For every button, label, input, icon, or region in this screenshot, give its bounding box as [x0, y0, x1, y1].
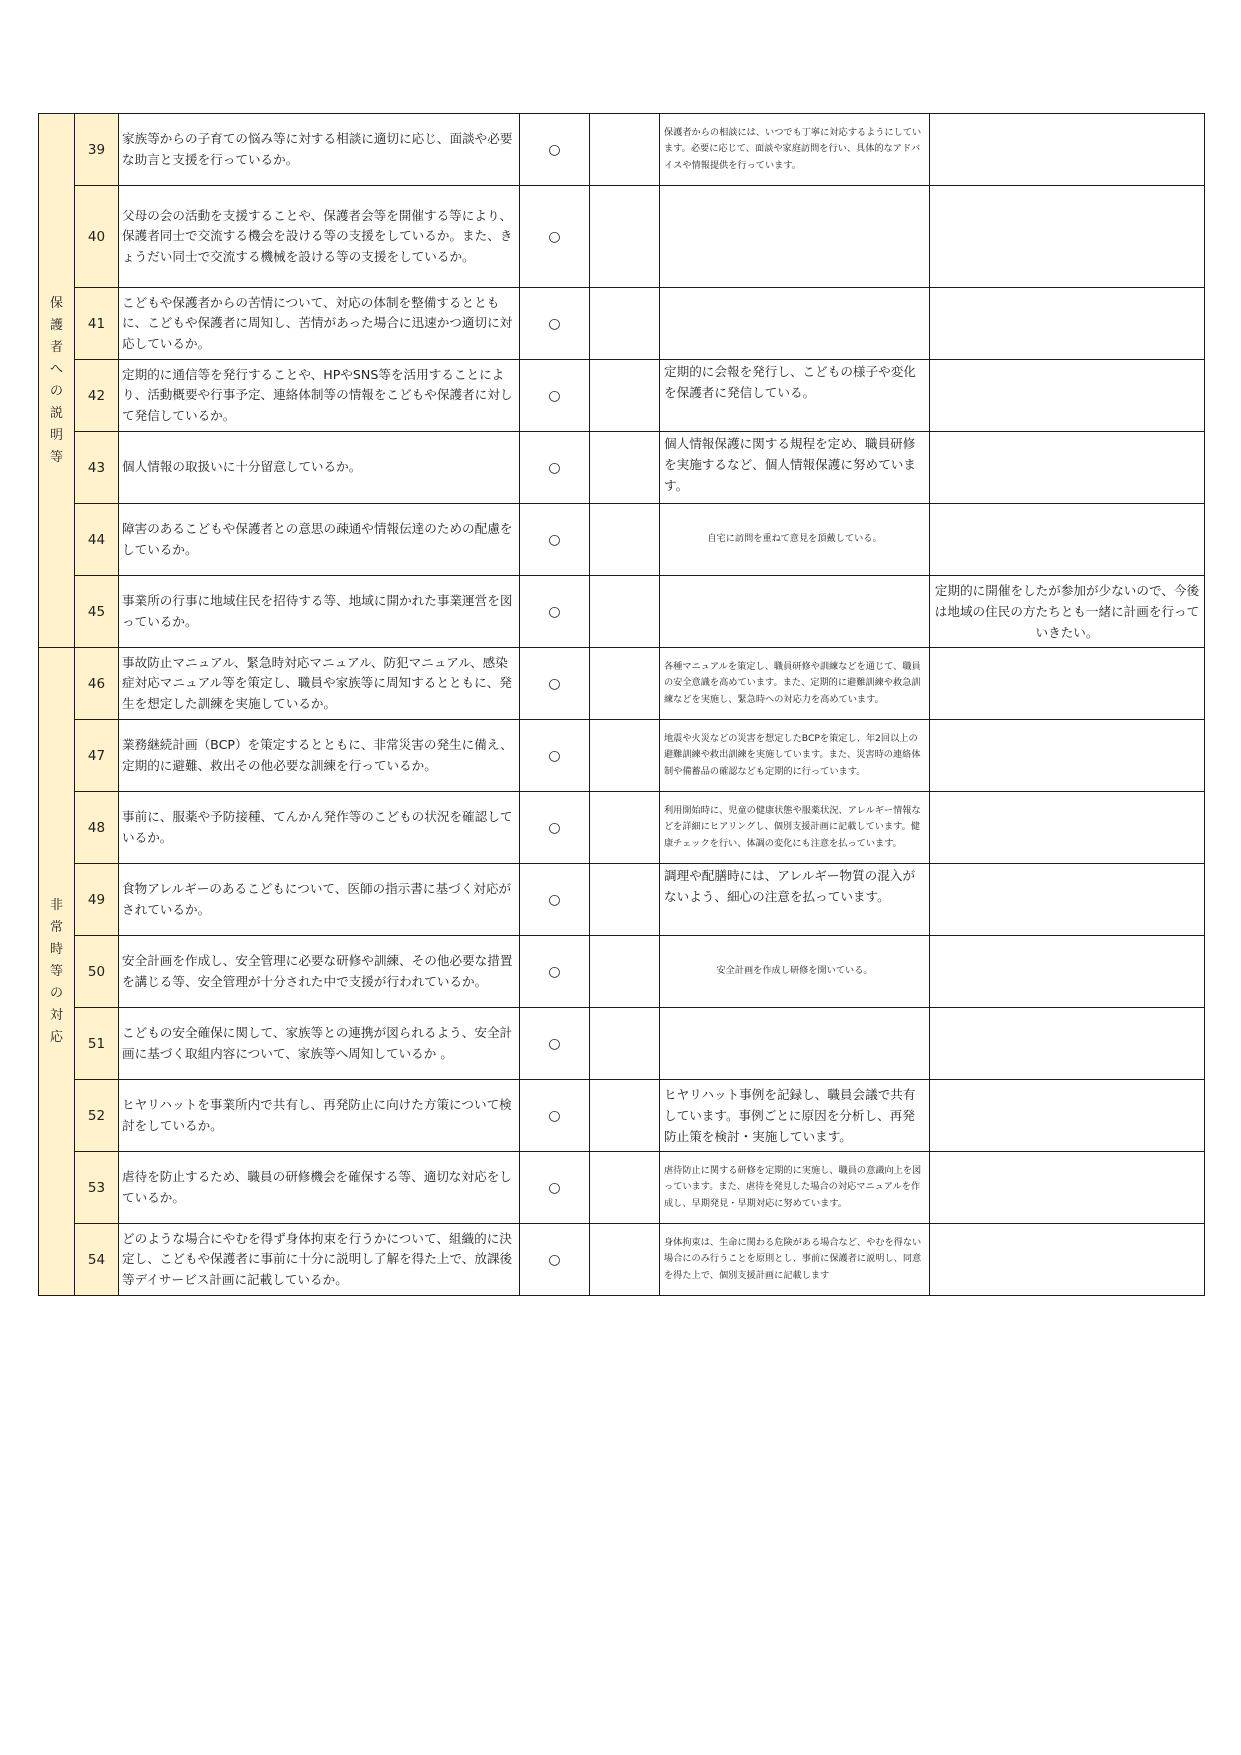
item-number: 42 — [75, 360, 119, 432]
table-row — [39, 576, 1205, 648]
initiative-note — [660, 576, 930, 648]
question-text: 事前に、服薬や予防接種、てんかん発作等のこどもの状況を確認しているか。 — [119, 792, 520, 864]
improvement-note — [930, 1008, 1205, 1080]
initiative-note: 安全計画を作成し研修を開いている。 — [660, 936, 930, 1008]
improvement-note — [930, 1080, 1205, 1152]
table-row — [39, 720, 1205, 792]
yes-mark: ○ — [520, 114, 590, 186]
improvement-note — [930, 720, 1205, 792]
no-mark — [590, 114, 660, 186]
question-text: 個人情報の取扱いに十分留意しているか。 — [119, 432, 520, 504]
no-mark — [590, 792, 660, 864]
item-number: 39 — [75, 114, 119, 186]
table-row — [39, 1080, 1205, 1152]
yes-mark: ○ — [520, 1152, 590, 1224]
table-row — [39, 1152, 1205, 1224]
table-row — [39, 432, 1205, 504]
yes-mark: ○ — [520, 648, 590, 720]
yes-mark: ○ — [520, 1080, 590, 1152]
yes-mark: ○ — [520, 864, 590, 936]
yes-mark: ○ — [520, 1008, 590, 1080]
item-number: 50 — [75, 936, 119, 1008]
question-text: 事故防止マニュアル、緊急時対応マニュアル、防犯マニュアル、感染症対応マニュアル等を策定し、職員や家族等に周知するとともに、発生を想定した訓練を実施しているか。 — [119, 648, 520, 720]
table-row — [39, 792, 1205, 864]
improvement-note — [930, 648, 1205, 720]
table-row — [39, 648, 1205, 720]
improvement-note — [930, 792, 1205, 864]
question-text: 定期的に通信等を発行することや、HPやSNS等を活用することにより、活動概要や行事予定、連絡体制等の情報をこどもや保護者に対して発信しているか。 — [119, 360, 520, 432]
item-number: 41 — [75, 288, 119, 360]
question-text: ヒヤリハットを事業所内で共有し、再発防止に向けた方策について検討をしているか。 — [119, 1080, 520, 1152]
improvement-note — [930, 504, 1205, 576]
table-row — [39, 504, 1205, 576]
initiative-note: 定期的に会報を発行し、こどもの様子や変化を保護者に発信している。 — [660, 360, 930, 432]
question-text: 障害のあるこどもや保護者との意思の疎通や情報伝達のための配慮をしているか。 — [119, 504, 520, 576]
item-number: 51 — [75, 1008, 119, 1080]
question-text: 安全計画を作成し、安全管理に必要な研修や訓練、その他必要な措置を講じる等、安全管理が十分された中で支援が行われているか。 — [119, 936, 520, 1008]
question-text: こどもや保護者からの苦情について、対応の体制を整備するとともに、こどもや保護者に周知し、苦情があった場合に迅速かつ適切に対応しているか。 — [119, 288, 520, 360]
item-number: 45 — [75, 576, 119, 648]
initiative-note: 利用開始時に、児童の健康状態や服薬状況、アレルギー情報などを詳細にヒアリングし、個別支援計画に記載しています。健康チェックを行い、体調の変化にも注意を払っています。 — [660, 792, 930, 864]
yes-mark: ○ — [520, 432, 590, 504]
item-number: 49 — [75, 864, 119, 936]
yes-mark: ○ — [520, 360, 590, 432]
no-mark — [590, 1080, 660, 1152]
yes-mark: ○ — [520, 576, 590, 648]
table-row — [39, 360, 1205, 432]
initiative-note: 調理や配膳時には、アレルギー物質の混入がないよう、細心の注意を払っています。 — [660, 864, 930, 936]
question-text: 業務継続計画（BCP）を策定するとともに、非常災害の発生に備え、定期的に避難、救出その他必要な訓練を行っているか。 — [119, 720, 520, 792]
yes-mark: ○ — [520, 792, 590, 864]
item-number: 53 — [75, 1152, 119, 1224]
item-number: 46 — [75, 648, 119, 720]
no-mark — [590, 1224, 660, 1296]
improvement-note — [930, 432, 1205, 504]
table-row — [39, 114, 1205, 186]
section-label: 保護者への説明等 — [39, 114, 75, 648]
improvement-note: 定期的に開催をしたが参加が少ないので、今後は地域の住民の方たちとも一緒に計画を行っていきたい。 — [930, 576, 1205, 648]
initiative-note: 個人情報保護に関する規程を定め、職員研修を実施するなど、個人情報保護に努めています。 — [660, 432, 930, 504]
initiative-note: 地震や火災などの災害を想定したBCPを策定し、年2回以上の避難訓練や救出訓練を実施しています。また、災害時の連絡体制や備蓄品の確認なども定期的に行っています。 — [660, 720, 930, 792]
initiative-note: ヒヤリハット事例を記録し、職員会議で共有しています。事例ごとに原因を分析し、再発防止策を検討・実施しています。 — [660, 1080, 930, 1152]
yes-mark: ○ — [520, 186, 590, 288]
item-number: 54 — [75, 1224, 119, 1296]
improvement-note — [930, 1224, 1205, 1296]
yes-mark: ○ — [520, 720, 590, 792]
table-row — [39, 864, 1205, 936]
initiative-note: 自宅に訪問を重ねて意見を頂戴している。 — [660, 504, 930, 576]
improvement-note — [930, 360, 1205, 432]
no-mark — [590, 288, 660, 360]
yes-mark: ○ — [520, 288, 590, 360]
initiative-note — [660, 288, 930, 360]
item-number: 40 — [75, 186, 119, 288]
no-mark — [590, 576, 660, 648]
item-number: 52 — [75, 1080, 119, 1152]
no-mark — [590, 360, 660, 432]
no-mark — [590, 186, 660, 288]
item-number: 47 — [75, 720, 119, 792]
initiative-note: 身体拘束は、生命に関わる危険がある場合など、やむを得ない場合にのみ行うことを原則とし、事前に保護者に説明し、同意を得た上で、個別支援計画に記載します — [660, 1224, 930, 1296]
no-mark — [590, 648, 660, 720]
no-mark — [590, 864, 660, 936]
initiative-note: 保護者からの相談には、いつでも丁寧に対応するようにしています。必要に応じて、面談や家庭訪問を行い、具体的なアドバイスや情報提供を行っています。 — [660, 114, 930, 186]
no-mark — [590, 432, 660, 504]
no-mark — [590, 720, 660, 792]
improvement-note — [930, 936, 1205, 1008]
question-text: こどもの安全確保に関して、家族等との連携が図られるよう、安全計画に基づく取組内容について、家族等へ周知しているか 。 — [119, 1008, 520, 1080]
question-text: 事業所の行事に地域住民を招待する等、地域に開かれた事業運営を図っているか。 — [119, 576, 520, 648]
item-number: 48 — [75, 792, 119, 864]
table-row — [39, 1008, 1205, 1080]
improvement-note — [930, 114, 1205, 186]
question-text: 食物アレルギーのあるこどもについて、医師の指示書に基づく対応がされているか。 — [119, 864, 520, 936]
yes-mark: ○ — [520, 936, 590, 1008]
no-mark — [590, 504, 660, 576]
table-row — [39, 186, 1205, 288]
initiative-note — [660, 1008, 930, 1080]
section-label: 非常時等の対応 — [39, 648, 75, 1296]
initiative-note: 虐待防止に関する研修を定期的に実施し、職員の意識向上を図っています。また、虐待を発見した場合の対応マニュアルを作成し、早期発見・早期対応に努めています。 — [660, 1152, 930, 1224]
yes-mark: ○ — [520, 504, 590, 576]
question-text: どのような場合にやむを得ず身体拘束を行うかについて、組織的に決定し、こどもや保護者に事前に十分に説明し了解を得た上で、放課後等デイサービス計画に記載しているか。 — [119, 1224, 520, 1296]
item-number: 44 — [75, 504, 119, 576]
initiative-note — [660, 186, 930, 288]
initiative-note: 各種マニュアルを策定し、職員研修や訓練などを通じて、職員の安全意識を高めています。また、定期的に避難訓練や救急訓練などを実施し、緊急時への対応力を高めています。 — [660, 648, 930, 720]
table-row — [39, 1224, 1205, 1296]
improvement-note — [930, 1152, 1205, 1224]
improvement-note — [930, 288, 1205, 360]
table-row — [39, 936, 1205, 1008]
question-text: 父母の会の活動を支援することや、保護者会等を開催する等により、保護者同士で交流する機会を設ける等の支援をしているか。また、きょうだい同士で交流する機械を設ける等の支援をしているか。 — [119, 186, 520, 288]
no-mark — [590, 1008, 660, 1080]
question-text: 家族等からの子育ての悩み等に対する相談に適切に応じ、面談や必要な助言と支援を行っているか。 — [119, 114, 520, 186]
table-row — [39, 288, 1205, 360]
self-evaluation-table — [38, 113, 1205, 1296]
improvement-note — [930, 864, 1205, 936]
improvement-note — [930, 186, 1205, 288]
question-text: 虐待を防止するため、職員の研修機会を確保する等、適切な対応をしているか。 — [119, 1152, 520, 1224]
no-mark — [590, 936, 660, 1008]
item-number: 43 — [75, 432, 119, 504]
no-mark — [590, 1152, 660, 1224]
yes-mark: ○ — [520, 1224, 590, 1296]
